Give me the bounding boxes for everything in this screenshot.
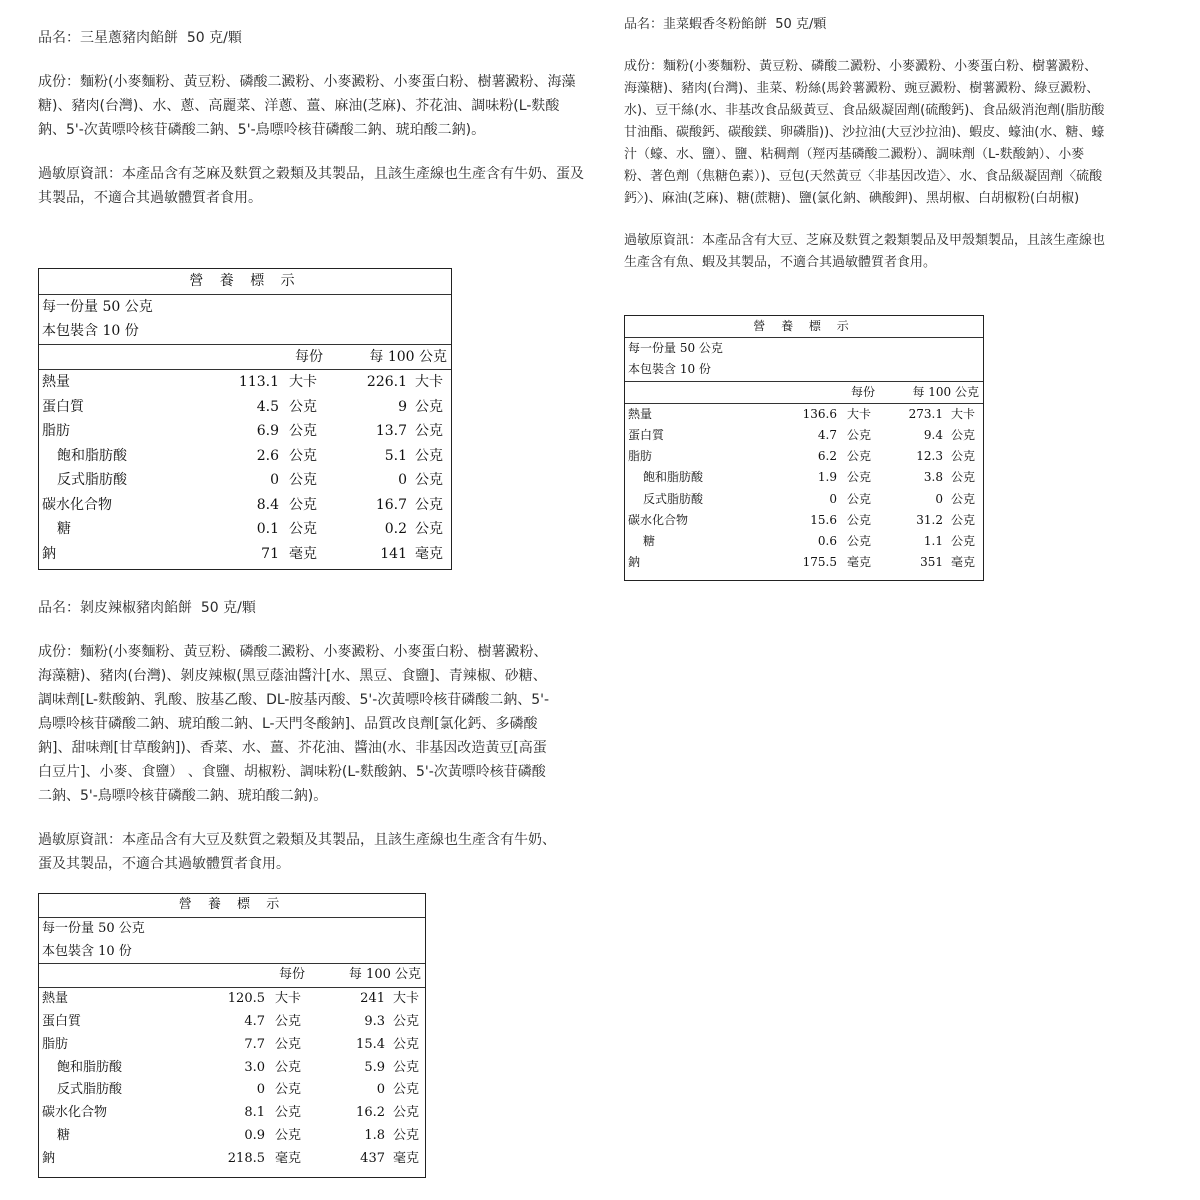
value-per-100g: 1.1 — [923, 534, 943, 549]
unit-per-100g: 大卡 — [951, 406, 976, 421]
nutrition-table-2 — [624, 315, 984, 581]
product-allergen: 過敏原資訊：本產品含有大豆、芝麻及麩質之穀類製品及甲殼類製品，且該生產線也生產含有魚、蝦及其製品，不適合其過敏體質者食用。 — [624, 233, 1106, 270]
value-per-100g: 13.7 — [375, 423, 407, 439]
nutrient-name: 蛋白質 — [42, 398, 84, 415]
unit-per-serving: 公克 — [289, 521, 317, 537]
unit-per-100g: 公克 — [415, 472, 443, 488]
unit-per-serving: 公克 — [847, 428, 872, 443]
unit-per-100g: 公克 — [415, 423, 443, 439]
unit-per-serving: 公克 — [847, 449, 872, 464]
nutrition-row — [39, 395, 451, 420]
product-scallion-pork — [38, 26, 584, 210]
unit-per-100g: 公克 — [393, 1013, 420, 1029]
serving-size: 每一份量 50 公克 — [628, 341, 723, 356]
product-chive-shrimp — [624, 14, 1110, 274]
unit-per-serving: 公克 — [847, 470, 872, 485]
col-per-serving: 每份 — [850, 384, 875, 399]
value-per-serving: 113.1 — [238, 374, 279, 390]
nutrient-name: 反式脂肪酸 — [57, 1082, 123, 1098]
unit-per-serving: 公克 — [847, 512, 872, 527]
value-per-100g: 0 — [376, 1082, 385, 1098]
unit-per-serving: 毫克 — [847, 555, 872, 570]
nutrition-row — [625, 552, 983, 573]
unit-per-serving: 大卡 — [847, 406, 872, 421]
nutrient-name: 鈉 — [628, 555, 641, 570]
nutrition-serving-info — [39, 918, 425, 965]
nutrition-row — [39, 1148, 425, 1171]
nutrition-row — [625, 531, 983, 552]
nutrient-name: 反式脂肪酸 — [643, 491, 704, 506]
nutrient-name: 碳水化合物 — [628, 512, 689, 527]
nutrition-row — [39, 493, 451, 518]
nutrition-title: 營 養 標 示 — [39, 894, 425, 918]
value-per-serving: 8.1 — [244, 1105, 265, 1121]
servings-per-pack: 本包裝含 10 份 — [42, 323, 139, 339]
unit-per-100g: 毫克 — [951, 555, 976, 570]
value-per-serving: 136.6 — [802, 406, 837, 421]
unit-per-100g: 公克 — [415, 496, 443, 513]
nutrition-row — [39, 1102, 425, 1125]
unit-per-serving: 公克 — [847, 491, 872, 506]
nutrient-name: 脂肪 — [42, 1036, 69, 1052]
value-per-100g: 241 — [360, 991, 385, 1007]
value-per-serving: 7.7 — [244, 1036, 265, 1052]
value-per-100g: 273.1 — [908, 406, 943, 421]
value-per-serving: 2.6 — [256, 447, 279, 464]
value-per-100g: 351 — [920, 555, 943, 570]
nutrition-column-header — [39, 345, 451, 371]
value-per-serving: 4.7 — [244, 1013, 265, 1029]
value-per-serving: 120.5 — [227, 991, 265, 1007]
nutrition-row — [625, 446, 983, 467]
unit-per-100g: 公克 — [951, 491, 976, 506]
nutrient-name: 脂肪 — [628, 449, 653, 464]
unit-per-serving: 公克 — [289, 423, 317, 439]
value-per-serving: 15.6 — [810, 512, 837, 527]
unit-per-100g: 公克 — [951, 428, 976, 443]
value-per-serving: 4.7 — [817, 428, 837, 443]
unit-per-serving: 大卡 — [289, 374, 317, 390]
value-per-serving: 0.6 — [817, 534, 837, 549]
nutrition-table-1 — [38, 268, 452, 570]
value-per-100g: 16.7 — [375, 496, 407, 513]
col-per-100g: 每 100 公克 — [369, 348, 447, 365]
nutrition-row — [39, 1034, 425, 1057]
product-name: 品名：剝皮辣椒豬肉餡餅 50 克/顆 — [38, 600, 256, 616]
value-per-serving: 6.9 — [256, 423, 279, 439]
unit-per-100g: 公克 — [393, 1059, 420, 1075]
value-per-100g: 0 — [935, 491, 943, 506]
nutrient-name: 糖 — [57, 521, 71, 537]
serving-size: 每一份量 50 公克 — [42, 920, 145, 936]
nutrient-name: 鈉 — [42, 1150, 56, 1166]
servings-per-pack: 本包裝含 10 份 — [42, 943, 132, 959]
value-per-serving: 71 — [261, 545, 279, 562]
unit-per-100g: 毫克 — [415, 545, 443, 562]
unit-per-serving: 大卡 — [275, 991, 302, 1007]
unit-per-100g: 毫克 — [393, 1150, 420, 1166]
col-per-100g: 每 100 公克 — [348, 967, 421, 983]
value-per-100g: 141 — [380, 545, 407, 562]
unit-per-100g: 公克 — [393, 1105, 420, 1121]
unit-per-100g: 公克 — [951, 449, 976, 464]
serving-size: 每一份量 50 公克 — [42, 298, 153, 315]
nutrition-row — [625, 404, 983, 425]
value-per-100g: 226.1 — [366, 374, 407, 390]
value-per-100g: 1.8 — [364, 1127, 385, 1143]
nutrition-row — [39, 1011, 425, 1034]
unit-per-serving: 公克 — [289, 472, 317, 488]
unit-per-serving: 毫克 — [275, 1150, 302, 1166]
value-per-serving: 3.0 — [244, 1059, 265, 1075]
unit-per-serving: 公克 — [275, 1036, 302, 1052]
value-per-serving: 4.5 — [256, 398, 279, 415]
value-per-100g: 5.1 — [384, 447, 407, 464]
nutrient-name: 鈉 — [42, 545, 56, 562]
value-per-100g: 15.4 — [356, 1036, 385, 1052]
nutrient-name: 熱量 — [42, 374, 70, 390]
value-per-serving: 0.9 — [244, 1127, 265, 1143]
value-per-100g: 0 — [398, 472, 407, 488]
value-per-100g: 9.3 — [364, 1013, 385, 1029]
value-per-serving: 0 — [270, 472, 279, 488]
col-per-serving: 每份 — [278, 967, 305, 983]
nutrition-serving-info — [625, 338, 983, 381]
nutrient-name: 反式脂肪酸 — [57, 472, 127, 488]
value-per-100g: 16.2 — [356, 1105, 385, 1121]
unit-per-serving: 毫克 — [289, 545, 317, 562]
nutrient-name: 飽和脂肪酸 — [57, 447, 127, 464]
value-per-100g: 3.8 — [923, 470, 943, 485]
nutrient-name: 脂肪 — [42, 423, 70, 439]
value-per-serving: 218.5 — [227, 1150, 265, 1166]
nutrition-column-header — [625, 382, 983, 404]
product-name: 品名：三星蔥豬肉餡餅 50 克/顆 — [38, 30, 242, 46]
unit-per-serving: 公克 — [275, 1013, 302, 1029]
nutrition-row — [39, 419, 451, 444]
nutrition-row — [625, 510, 983, 531]
unit-per-serving: 公克 — [275, 1127, 302, 1143]
value-per-100g: 12.3 — [916, 449, 943, 464]
value-per-100g: 5.9 — [364, 1059, 385, 1075]
nutrition-row — [39, 517, 451, 542]
nutrition-row — [39, 444, 451, 469]
value-per-100g: 31.2 — [916, 512, 943, 527]
value-per-100g: 9.4 — [923, 428, 943, 443]
unit-per-100g: 公克 — [393, 1036, 420, 1052]
value-per-serving: 8.4 — [256, 496, 279, 513]
value-per-100g: 0.2 — [384, 521, 407, 537]
nutrient-name: 熱量 — [628, 406, 653, 421]
unit-per-serving: 公克 — [275, 1059, 302, 1075]
unit-per-100g: 公克 — [393, 1082, 420, 1098]
unit-per-100g: 大卡 — [415, 374, 443, 390]
col-per-serving: 每份 — [295, 348, 323, 365]
nutrition-row — [625, 489, 983, 510]
nutrient-name: 蛋白質 — [42, 1013, 82, 1029]
product-name: 品名：韭菜蝦香冬粉餡餅 50 克/顆 — [624, 17, 827, 32]
value-per-100g: 437 — [360, 1150, 385, 1166]
nutrition-serving-info — [39, 295, 451, 345]
nutrient-name: 蛋白質 — [628, 428, 665, 443]
nutrient-name: 碳水化合物 — [42, 1105, 108, 1121]
servings-per-pack: 本包裝含 10 份 — [628, 362, 711, 377]
unit-per-100g: 公克 — [951, 534, 976, 549]
nutrient-name: 碳水化合物 — [42, 496, 112, 513]
unit-per-serving: 公克 — [289, 398, 317, 415]
nutrition-title: 營 養 標 示 — [625, 316, 983, 338]
unit-per-100g: 大卡 — [393, 991, 420, 1007]
unit-per-100g: 公克 — [951, 470, 976, 485]
nutrition-row — [625, 467, 983, 488]
product-allergen: 過敏原資訊：本產品含有芝麻及麩質之穀類及其製品，且該生產線也生產含有牛奶、蛋及其製品，不適合其過敏體質者食用。 — [38, 166, 584, 206]
nutrition-title: 營 養 標 示 — [39, 269, 451, 295]
nutrition-row — [625, 425, 983, 446]
product-allergen: 過敏原資訊：本產品含有大豆及麩質之穀類及其製品，且該生產線也生產含有牛奶、蛋及其製品，不適合其過敏體質者食用。 — [38, 832, 556, 872]
unit-per-100g: 公克 — [415, 398, 443, 415]
nutrition-row — [39, 1057, 425, 1080]
nutrient-name: 飽和脂肪酸 — [57, 1059, 123, 1075]
unit-per-serving: 公克 — [275, 1105, 302, 1121]
unit-per-100g: 公克 — [415, 447, 443, 464]
value-per-serving: 175.5 — [802, 555, 837, 570]
product-ingredients: 成份：麵粉(小麥麵粉、黃豆粉、磷酸二澱粉、小麥澱粉、小麥蛋白粉、樹薯澱粉、海藻糖)、豬肉(台灣)、水、蔥、高麗菜、洋蔥、薑、麻油(芝麻)、芥花油、調味粉(L-麩酸鈉、5'-次黃嘌呤核苷磷酸二鈉、5'-鳥嘌呤核苷磷酸二鈉、琥珀酸二鈉)。 — [38, 74, 576, 138]
unit-per-serving: 公克 — [275, 1082, 302, 1098]
unit-per-serving: 公克 — [289, 447, 317, 464]
unit-per-serving: 公克 — [847, 534, 872, 549]
nutrition-row — [39, 542, 451, 567]
nutrition-row — [39, 1125, 425, 1148]
value-per-serving: 0 — [829, 491, 837, 506]
nutrient-name: 熱量 — [42, 991, 69, 1007]
unit-per-100g: 公克 — [951, 512, 976, 527]
col-per-100g: 每 100 公克 — [912, 384, 979, 399]
nutrition-row — [39, 370, 451, 395]
product-ingredients: 成份：麵粉(小麥麵粉、黃豆粉、磷酸二澱粉、小麥澱粉、小麥蛋白粉、樹薯澱粉、海藻糖)、豬肉(台灣)、韭菜、粉絲(馬鈴薯澱粉、豌豆澱粉、樹薯澱粉、綠豆澱粉、水)、豆干絲(水、非基改食品級黃豆、食品級凝固劑(硫酸鈣)、食品級消泡劑(脂肪酸甘油酯、碳酸鈣、碳酸鎂、卵磷脂))、沙拉油(大豆沙拉油)、蝦皮、蠔油(水、糖、蠔汁（蠔、水、鹽）、鹽、粘稠劑（羥丙基磷酸二澱粉）、調味劑（L-麩酸鈉）、小麥粉、著色劑（焦糖色素）)、豆包(天然黃豆〈非基因改造〉、水、食品級凝固劑〈硫酸鈣〉)、麻油(芝麻)、糖(蔗糖)、鹽(氯化鈉、碘酸鉀)、黑胡椒、白胡椒粉(白胡椒) — [624, 59, 1105, 206]
nutrition-row — [39, 468, 451, 493]
nutrient-name: 糖 — [57, 1127, 71, 1143]
product-pepper-pork — [38, 596, 558, 876]
nutrition-row — [39, 988, 425, 1011]
value-per-serving: 1.9 — [817, 470, 837, 485]
value-per-serving: 0 — [256, 1082, 265, 1098]
unit-per-100g: 公克 — [415, 521, 443, 537]
value-per-serving: 6.2 — [817, 449, 837, 464]
nutrient-name: 糖 — [643, 534, 656, 549]
product-ingredients: 成份：麵粉(小麥麵粉、黃豆粉、磷酸二澱粉、小麥澱粉、小麥蛋白粉、樹薯澱粉、海藻糖)、豬肉(台灣)、剝皮辣椒(黑豆蔭油醬汁[水、黑豆、食鹽]、青辣椒、砂糖、調味劑[L-麩酸鈉、乳酸、胺基乙酸、DL-胺基丙酸、5'-次黃嘌呤核苷磷酸二鈉、5'-鳥嘌呤核苷磷酸二鈉、琥珀酸二鈉、L-天門冬酸鈉]、品質改良劑[氯化鈣、多磷酸鈉]、甜味劑[甘草酸鈉])、香菜、水、薑、芥花油、醬油(水、非基因改造黃豆[高蛋白豆片]、小麥、食鹽） 、食鹽、胡椒粉、調味粉(L-麩酸鈉、5'-次黃嘌呤核苷磷酸二鈉、5'-鳥嘌呤核苷磷酸二鈉、琥珀酸二鈉)。 — [38, 644, 550, 804]
unit-per-100g: 公克 — [393, 1127, 420, 1143]
unit-per-serving: 公克 — [289, 496, 317, 513]
nutrition-row — [39, 1079, 425, 1102]
value-per-100g: 9 — [398, 398, 407, 415]
nutrition-table-3 — [38, 893, 426, 1178]
nutrition-column-header — [39, 964, 425, 988]
nutrient-name: 飽和脂肪酸 — [643, 470, 704, 485]
value-per-serving: 0.1 — [256, 521, 279, 537]
